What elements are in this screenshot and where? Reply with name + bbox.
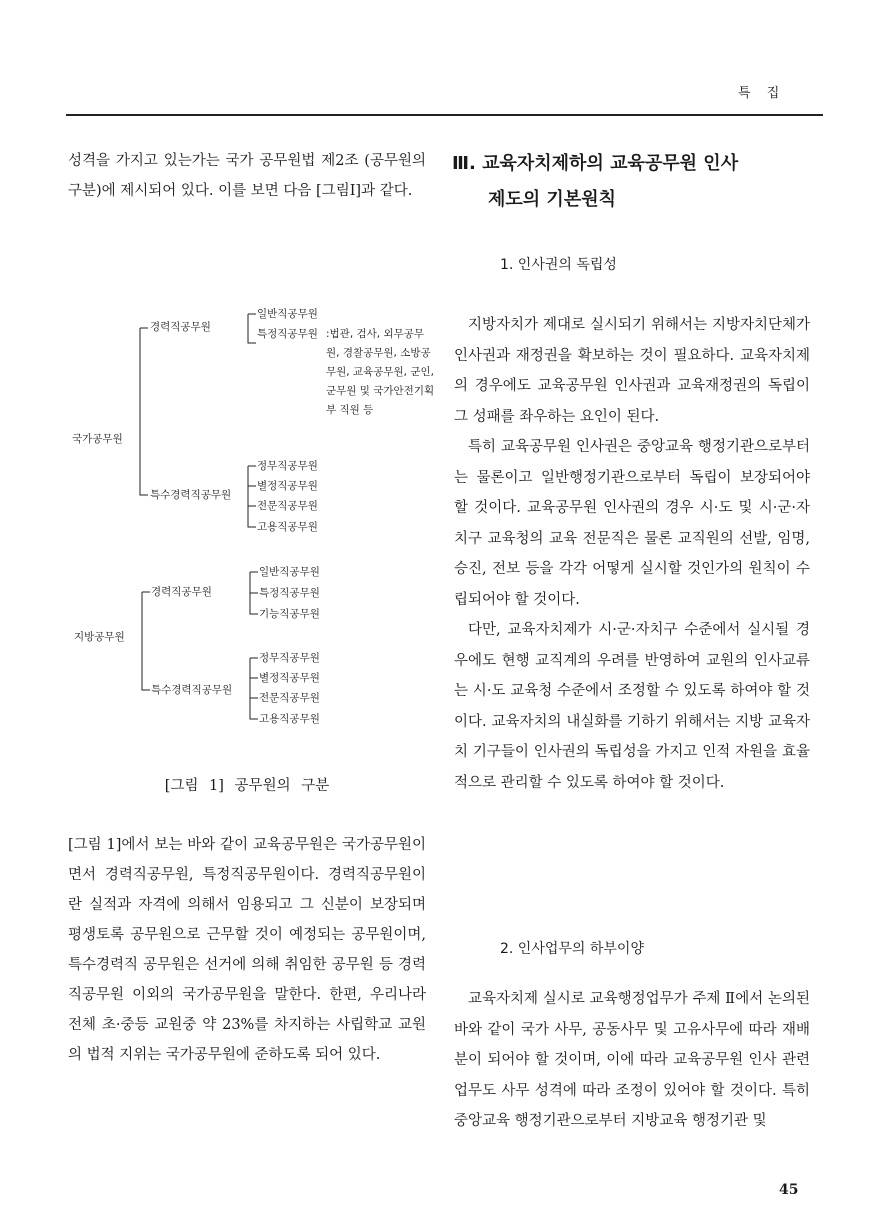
tree-national-career: 경력직공무원 <box>150 321 211 333</box>
tree-lsc-political: 정무직공무원 <box>259 652 320 664</box>
explain-text: [그림 1]에서 보는 바와 같이 교육공무원은 국가공무원이면서 경력직공무원, 특정직공무원이다. 경력직공무원이란 실적과 자격에 의해서 임용되고 그 신분이 보장되며 평생토록 공무원으로 근무할 것이 예정되는 공무원이며, 특수경력직 공무원은 선거에 의해 취임한 공무원 등 경력직공무원 이외의 국가공무원을 말한다. 한편, 우리나라 전체 초·중등 교원중 약 23%를 차지하는 사립학교 교원의 법적 지위는 국가공무원에 준하도록 되어 있다. <box>68 837 426 1063</box>
tree-nc-special: 특정직공무원 <box>257 328 318 340</box>
paragraph-2: 특히 교육공무원 인사권은 중앙교육 행정기관으로부터는 물론이고 일반행정기관으로부터 독립이 보장되어야 할 것이다. 교육공무원 인사권의 경우 시·도 및 시·군·자치구 교육청의 교육 전문직은 물론 교직원의 선발, 임명, 승진, 전보 등을 각각 어떻게 실시할 것인가의 원칙이 수립되어야 할 것이다. <box>454 439 810 608</box>
tree-nc-special-note: :법관, 검사, 외무공무원, 경찰공무원, 소방공무원, 교육공무원, 군인, 군무원 및 국가안전기획부 직원 등 <box>326 328 435 416</box>
tree-lc-special: 특정직공무원 <box>259 587 320 599</box>
tree-nsc-expert: 전문직공무원 <box>257 500 318 512</box>
tree-local-root: 지방공무원 <box>74 631 125 643</box>
tree-nsc-employ: 고용직공무원 <box>257 521 318 533</box>
tree-national-root: 국가공무원 <box>72 433 123 445</box>
section-1-body <box>454 310 810 798</box>
tree-nsc-separate: 별정직공무원 <box>257 480 318 492</box>
section-title <box>452 146 738 218</box>
tree-local-special-career: 특수경력직공무원 <box>151 684 233 696</box>
section-tag: 특 집 <box>738 86 786 101</box>
tree-nc-general: 일반직공무원 <box>257 308 318 320</box>
tree-local-career: 경력직공무원 <box>151 586 212 598</box>
paragraph-4: 교육자치제 실시로 교육행정업무가 주제 Ⅱ에서 논의된 바와 같이 국가 사무, 공동사무 및 고유사무에 따라 재배분이 되어야 할 것이며, 이에 따라 교육공무원 인사 관련업무도 사무 성격에 따라 조정이 있어야 할 것이다. 특히 중앙교육 행정기관으로부터 지방교육 행정기관 및 <box>454 991 810 1129</box>
tree-lsc-separate: 별정직공무원 <box>259 672 320 684</box>
tree-lsc-expert: 전문직공무원 <box>259 692 320 704</box>
tree-lc-skill: 기능직공무원 <box>259 608 320 620</box>
explain-paragraph <box>68 830 426 1070</box>
tree-lsc-employ: 고용직공무원 <box>259 713 320 725</box>
tree-national-special-career: 특수경력직공무원 <box>150 489 232 501</box>
paragraph-3: 다만, 교육자치제가 시·군·자치구 수준에서 실시될 경우에도 현행 교직계의 우려를 반영하여 교원의 인사교류는 시·도 교육청 수준에서 조정할 수 있도록 하여야 할 것이다. 교육자치의 내실화를 기하기 위해서는 지방 교육자치 기구들이 인사권의 독립성을 가지고 인적 자원을 효율적으로 관리할 수 있도록 하여야 할 것이다. <box>454 622 810 791</box>
tree-lc-general: 일반직공무원 <box>259 566 320 578</box>
figure-caption: [그림 1] 공무원의 구분 <box>164 778 330 794</box>
subsection-1-title: 1. 인사권의 독립성 <box>500 257 617 273</box>
section-title-line2: 제도의 기본원칙 <box>488 189 616 210</box>
intro-text: 성격을 가지고 있는가는 국가 공무원법 제2조 (공무원의 구분)에 제시되어 있다. 이를 보면 다음 [그림Ⅰ]과 같다. <box>68 153 426 199</box>
page-number: 45 <box>779 1182 799 1198</box>
tree-nsc-political: 정무직공무원 <box>257 460 318 472</box>
paragraph-1: 지방자치가 제대로 실시되기 위해서는 지방자치단체가 인사권과 재정권을 확보하는 것이 필요하다. 교육자치제의 경우에도 교육공무원 인사권과 교육재정권의 독립이 그 성패를 좌우하는 요인이 된다. <box>454 317 810 425</box>
section-title-line1: Ⅲ. 교육자치제하의 교육공무원 인사 <box>452 153 739 174</box>
subsection-2-title: 2. 인사업무의 하부이양 <box>500 941 644 957</box>
section-2-body <box>454 984 810 1137</box>
